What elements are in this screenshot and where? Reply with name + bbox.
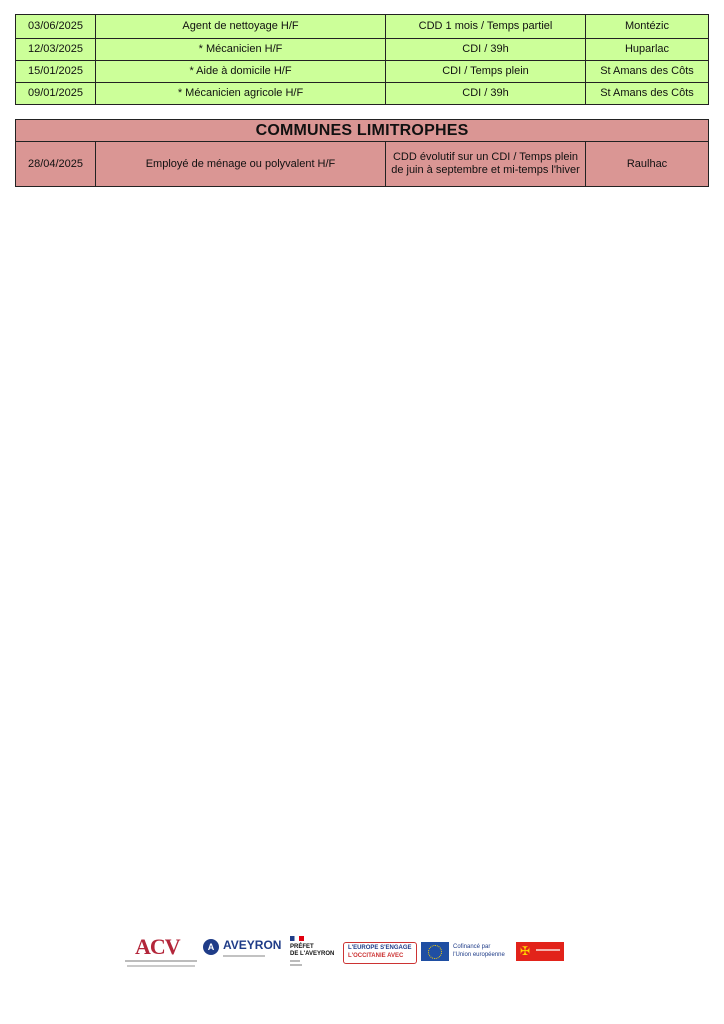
job-date: 15/01/2025 (16, 61, 96, 83)
eu-flag-icon (421, 942, 449, 961)
job-date: 03/06/2025 (16, 15, 96, 39)
job-title: * Mécanicien H/F (96, 39, 386, 61)
acv-tagline (125, 960, 197, 962)
table-row (16, 83, 709, 105)
job-place: St Amans des Côts (586, 61, 709, 83)
aveyron-logo (203, 938, 283, 964)
eu-line: Cofinancé par (453, 944, 491, 950)
occitan-cross-icon: ✠ (520, 944, 531, 958)
europe-line: L'OCCITANIE AVEC (348, 953, 404, 959)
europe-occitanie-logo (343, 942, 417, 964)
job-title: * Aide à domicile H/F (96, 61, 386, 83)
job-place: Montézic (586, 15, 709, 39)
french-flag-icon (290, 936, 304, 941)
aveyron-tagline (223, 955, 265, 957)
prefet-line: DE L'AVEYRON (290, 951, 335, 957)
partner-logos (125, 932, 570, 972)
job-contract: CDI / Temps plein (386, 61, 586, 83)
job-title: Employé de ménage ou polyvalent H/F (96, 142, 386, 187)
acv-logo (125, 934, 197, 970)
jobs-table (15, 14, 709, 105)
contract-line: CDD évolutif sur un CDI / Temps plein (392, 151, 579, 163)
neighbors-table (15, 119, 709, 187)
europe-line: L'EUROPE S'ENGAGE (348, 945, 412, 951)
job-date: 12/03/2025 (16, 39, 96, 61)
job-contract: CDI / 39h (386, 39, 586, 61)
prefet-logo (290, 936, 338, 970)
eu-text (453, 943, 505, 959)
prefet-line: PRÉFET (290, 944, 314, 950)
table-row (16, 39, 709, 61)
job-contract: CDI / 39h (386, 83, 586, 105)
job-contract (386, 142, 586, 187)
table-row (16, 142, 709, 187)
job-date: 09/01/2025 (16, 83, 96, 105)
job-title: * Mécanicien agricole H/F (96, 83, 386, 105)
contract-line: de juin à septembre et mi-temps l'hiver (391, 164, 580, 176)
table-row (16, 15, 709, 39)
acv-wordmark: ACV (135, 934, 180, 959)
section-heading: COMMUNES LIMITROPHES (16, 120, 709, 142)
acv-tagline (127, 965, 195, 967)
occitanie-region-logo (516, 942, 564, 961)
job-title: Agent de nettoyage H/F (96, 15, 386, 39)
job-contract: CDD 1 mois / Temps partiel (386, 15, 586, 39)
job-place: St Amans des Côts (586, 83, 709, 105)
eu-cofinancing-logo (421, 942, 513, 962)
table-row (16, 61, 709, 83)
job-place: Raulhac (586, 142, 709, 187)
aveyron-wordmark: AVEYRON (223, 938, 282, 952)
aveyron-badge-icon: A (203, 939, 219, 955)
eu-line: l'Union européenne (453, 952, 505, 958)
job-date: 28/04/2025 (16, 142, 96, 187)
job-place: Huparlac (586, 39, 709, 61)
